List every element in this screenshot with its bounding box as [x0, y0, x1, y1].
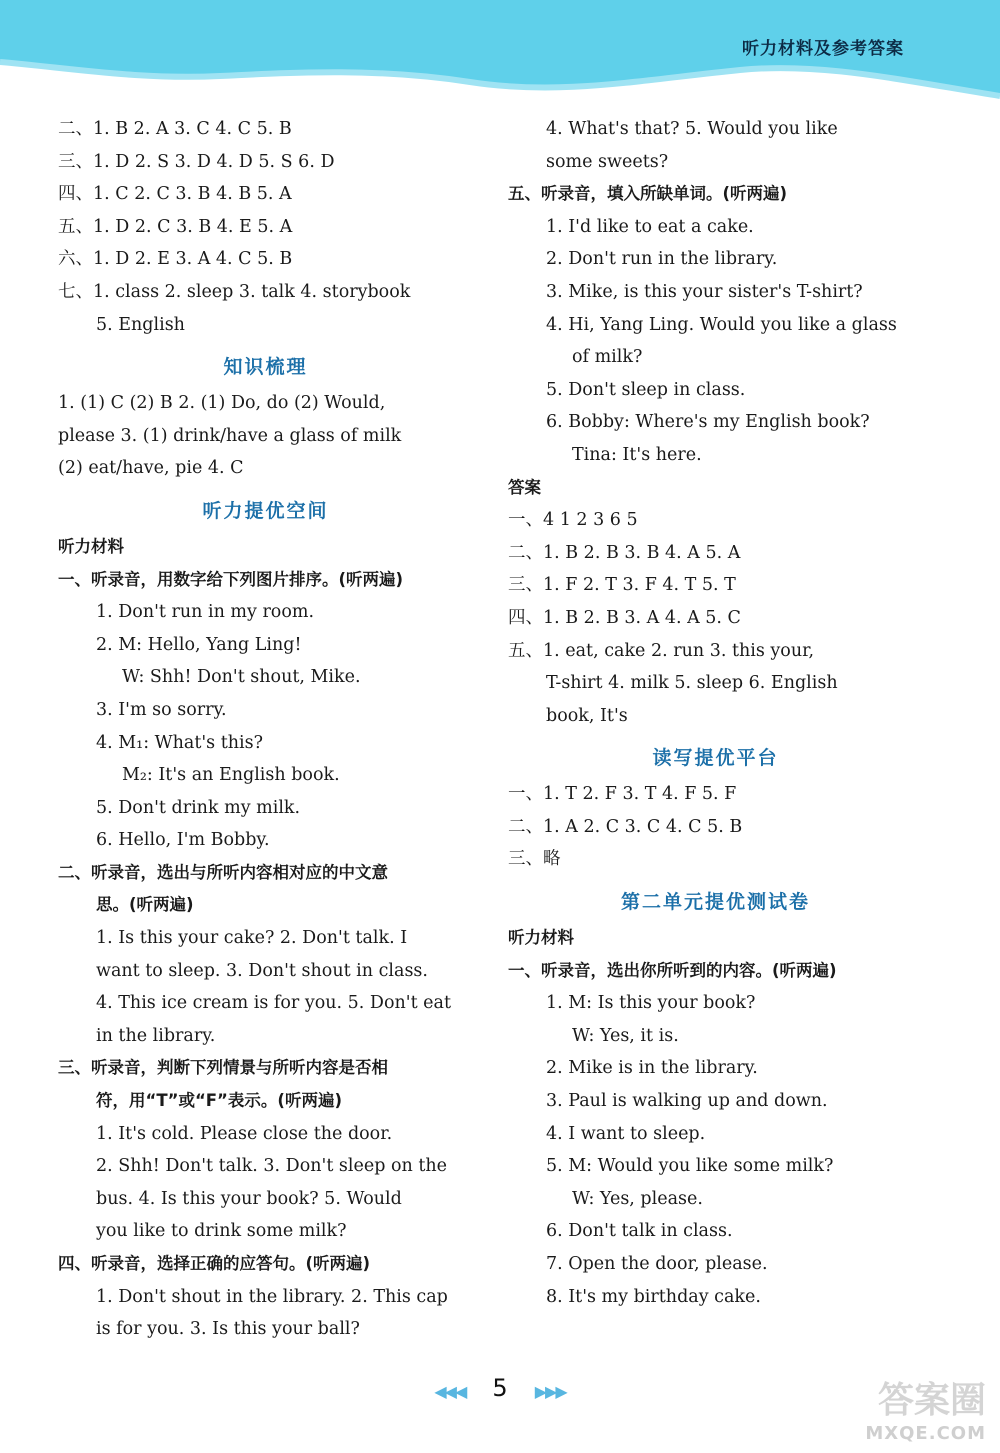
question-heading: 五、听录音，填入所缺单词。(听两遍)	[508, 184, 788, 204]
script-line: 4. M₁: What's this?	[96, 732, 263, 753]
question-heading: 三、听录音，判断下列情景与所听内容是否相	[58, 1058, 388, 1078]
answer-line: 六、1. D 2. E 3. A 4. C 5. B	[58, 249, 293, 270]
answer-line: book, It's	[546, 705, 628, 726]
answer-line: 七、1. class 2. sleep 3. talk 4. storybook	[58, 281, 411, 302]
question-heading: 思。(听两遍)	[96, 895, 194, 915]
answer-line: (2) eat/have, pie 4. C	[58, 458, 244, 479]
subsection-label: 听力材料	[508, 928, 574, 948]
script-line: 1. Don't run in my room.	[96, 602, 315, 623]
script-line: in the library.	[96, 1025, 216, 1046]
answer-line: 三、略	[508, 849, 561, 870]
subsection-label: 答案	[508, 477, 541, 497]
page-header	[0, 0, 1000, 110]
script-line: 8. It's my birthday cake.	[546, 1286, 761, 1307]
section-heading: 读写提优平台	[652, 747, 779, 770]
section-heading: 听力提优空间	[202, 499, 329, 522]
script-line: you like to drink some milk?	[96, 1221, 347, 1242]
script-line: 6. Don't talk in class.	[546, 1221, 733, 1242]
script-line: 1. I'd like to eat a cake.	[546, 216, 754, 237]
section-heading: 第二单元提优测试卷	[620, 891, 810, 914]
right-column	[508, 113, 923, 1313]
left-arrows-icon: ◀◀◀	[434, 1382, 466, 1401]
script-line: some sweets?	[546, 151, 669, 172]
script-line: 2. Mike is in the library.	[546, 1058, 758, 1079]
answer-line: 二、1. A 2. C 3. C 4. C 5. B	[508, 816, 743, 837]
script-line: W: Yes, it is.	[572, 1025, 679, 1046]
answer-line: T-shirt 4. milk 5. sleep 6. English	[546, 673, 838, 694]
answer-line: 一、1. T 2. F 3. T 4. F 5. F	[508, 784, 737, 805]
script-line: Tina: It's here.	[572, 444, 702, 465]
script-line: 5. M: Would you like some milk?	[546, 1156, 834, 1177]
answer-line: 五、1. D 2. C 3. B 4. E 5. A	[58, 216, 293, 237]
script-line: 1. It's cold. Please close the door.	[96, 1123, 393, 1144]
script-line: 4. I want to sleep.	[546, 1123, 706, 1144]
script-line: bus. 4. Is this your book? 5. Would	[96, 1188, 402, 1209]
script-line: 7. Open the door, please.	[546, 1254, 768, 1274]
question-heading: 符，用“T”或“F”表示。(听两遍)	[96, 1091, 342, 1111]
watermark-url: MXQE.COM	[865, 1423, 986, 1444]
script-line: 5. Don't sleep in class.	[546, 379, 746, 400]
script-line: 4. This ice cream is for you. 5. Don't eat	[96, 993, 451, 1014]
script-line: of milk?	[572, 347, 643, 368]
header-title: 听力材料及参考答案	[742, 39, 904, 59]
section-heading: 知识梳理	[223, 356, 308, 379]
answer-line: 三、1. D 2. S 3. D 4. D 5. S 6. D	[58, 151, 335, 172]
answer-line: 五、1. eat, cake 2. run 3. this your,	[508, 640, 815, 661]
answer-line: 四、1. B 2. B 3. A 4. A 5. C	[508, 607, 741, 628]
script-line: 2. Don't run in the library.	[546, 249, 778, 270]
answer-line: 5. English	[96, 314, 185, 335]
answer-line: please 3. (1) drink/have a glass of milk	[58, 425, 402, 446]
left-column	[58, 113, 473, 1346]
script-line: want to sleep. 3. Don't shout in class.	[96, 960, 428, 981]
script-line: 1. M: Is this your book?	[546, 993, 756, 1014]
question-heading: 一、听录音，选出你所听到的内容。(听两遍)	[508, 960, 837, 980]
script-line: 3. Paul is walking up and down.	[546, 1091, 828, 1112]
script-line: M₂: It's an English book.	[122, 765, 340, 786]
answer-line: 二、1. B 2. A 3. C 4. C 5. B	[58, 119, 292, 139]
answer-line: 1. (1) C (2) B 2. (1) Do, do (2) Would,	[58, 393, 386, 414]
answer-line: 二、1. B 2. B 3. B 4. A 5. A	[508, 542, 741, 563]
question-heading: 一、听录音，用数字给下列图片排序。(听两遍)	[58, 569, 404, 589]
script-line: 5. Don't drink my milk.	[96, 797, 301, 818]
script-line: 2. M: Hello, Yang Ling!	[96, 634, 302, 655]
question-heading: 四、听录音，选择正确的应答句。(听两遍)	[58, 1254, 371, 1273]
script-line: 4. Hi, Yang Ling. Would you like a glass	[546, 314, 897, 335]
watermark-logo	[796, 1372, 986, 1450]
script-line: 3. I'm so sorry.	[96, 699, 227, 720]
script-line: 2. Shh! Don't talk. 3. Don't sleep on the	[96, 1156, 448, 1177]
script-line: 3. Mike, is this your sister's T-shirt?	[546, 281, 863, 302]
script-line: 4. What's that? 5. Would you like	[546, 119, 838, 139]
script-line: W: Shh! Don't shout, Mike.	[122, 667, 361, 688]
script-line: is for you. 3. Is this your ball?	[96, 1319, 360, 1340]
script-line: 6. Hello, I'm Bobby.	[96, 830, 270, 851]
script-line: 6. Bobby: Where's my English book?	[546, 412, 870, 433]
right-arrows-icon: ▶▶▶	[534, 1382, 566, 1401]
script-line: 1. Is this your cake? 2. Don't talk. I	[96, 928, 408, 949]
watermark-text: 答案圈	[877, 1380, 986, 1421]
answer-line: 四、1. C 2. C 3. B 4. B 5. A	[58, 184, 292, 205]
subsection-label: 听力材料	[58, 536, 124, 556]
question-heading: 二、听录音，选出与所听内容相对应的中文意	[58, 862, 388, 882]
answer-line: 三、1. F 2. T 3. F 4. T 5. T	[508, 575, 736, 596]
page-number: 5	[492, 1374, 508, 1402]
script-line: 1. Don't shout in the library. 2. This cap	[96, 1286, 448, 1307]
answer-line: 一、4 1 2 3 6 5	[508, 510, 638, 531]
script-line: W: Yes, please.	[572, 1188, 703, 1209]
